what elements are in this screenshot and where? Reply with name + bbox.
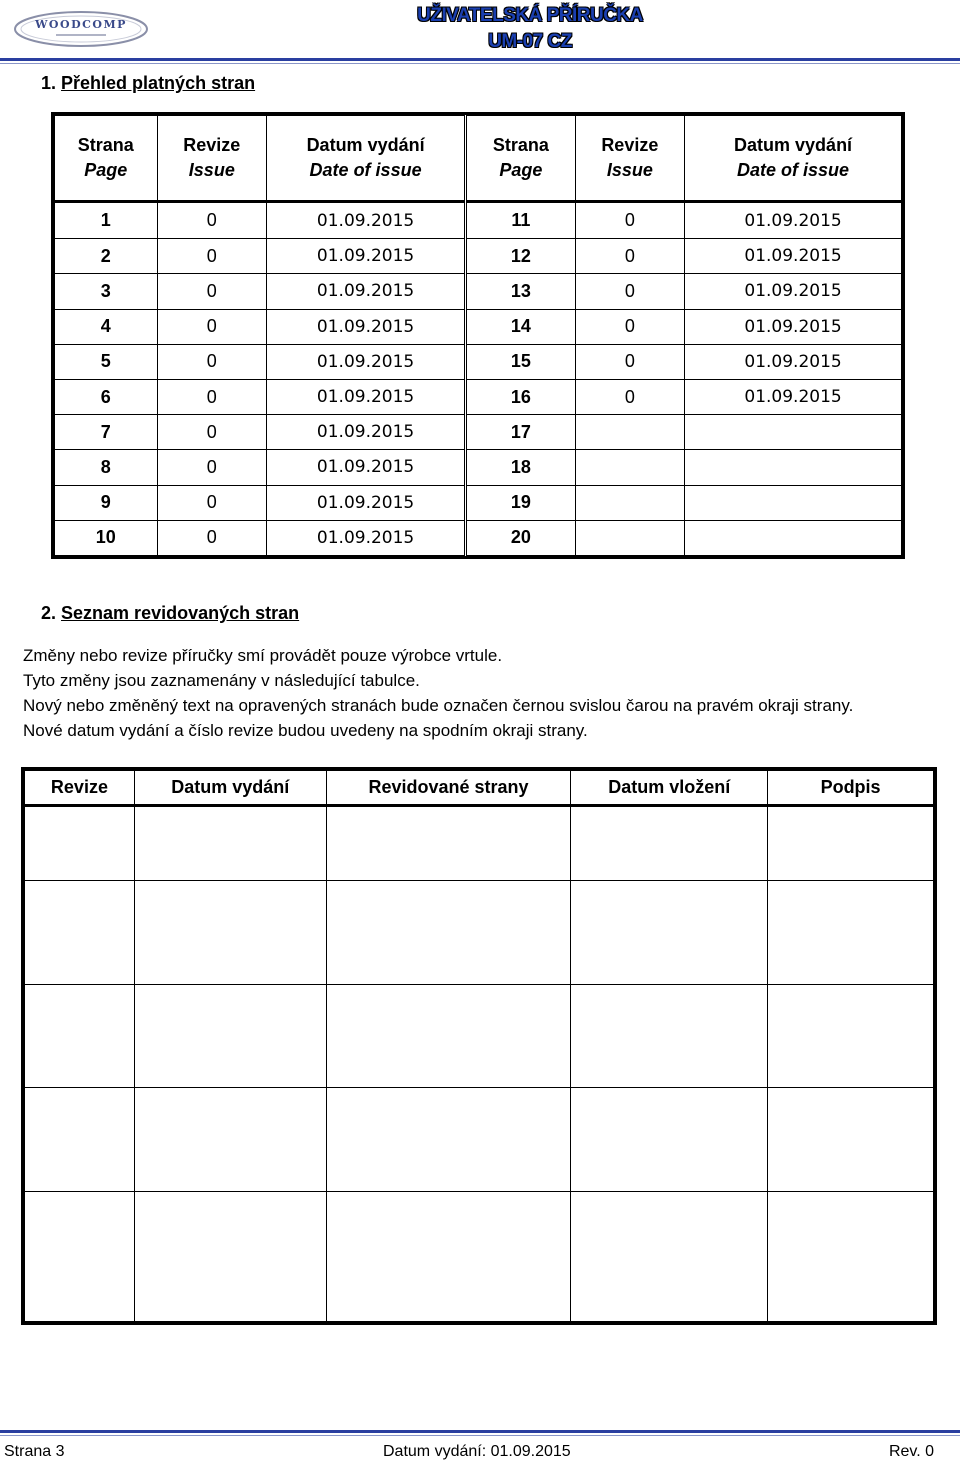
cell-p1: 10 — [55, 520, 158, 555]
col-podpis: Podpis — [768, 771, 934, 806]
col-datum-vlozeni: Datum vložení — [571, 771, 768, 806]
cell-r2: 0 — [575, 202, 685, 239]
table-row — [55, 415, 902, 450]
section2-number: 2. — [41, 603, 57, 623]
table-row — [55, 202, 902, 239]
cell-r2 — [575, 485, 685, 520]
cell-r1: 0 — [157, 344, 267, 379]
valid-pages-table — [51, 112, 905, 559]
table-row — [25, 1088, 934, 1192]
section2-title: Seznam revidovaných stran — [61, 603, 300, 623]
cell-p2: 18 — [466, 450, 576, 485]
cell-r1: 0 — [157, 520, 267, 555]
table-row — [55, 239, 902, 274]
table-row — [25, 1192, 934, 1322]
footer-rule — [0, 1430, 960, 1433]
section1-title: Přehled platných stran — [61, 73, 256, 93]
cell-d2 — [685, 415, 902, 450]
table-row — [25, 881, 934, 985]
section2-heading — [41, 603, 299, 624]
cell-p1: 1 — [55, 202, 158, 239]
col-datum-vydani: Datum vydání — [134, 771, 326, 806]
cell-d1: 01.09.2015 — [267, 520, 466, 555]
table-row — [55, 344, 902, 379]
table-header-row — [55, 116, 902, 202]
col-page-2: Strana Page — [466, 116, 576, 202]
cell-d1: 01.09.2015 — [267, 485, 466, 520]
cell-r1: 0 — [157, 415, 267, 450]
header-rule — [0, 58, 960, 61]
cell-p2: 13 — [466, 274, 576, 309]
revision-paragraph — [23, 643, 853, 743]
cell-d2: 01.09.2015 — [685, 202, 902, 239]
paragraph-line: Změny nebo revize příručky smí provádět pouze výrobce vrtule. — [23, 646, 503, 665]
col-revidovane-strany: Revidované strany — [326, 771, 571, 806]
table-row — [55, 274, 902, 309]
cell-r2: 0 — [575, 344, 685, 379]
cell-d1: 01.09.2015 — [267, 202, 466, 239]
cell-d1: 01.09.2015 — [267, 415, 466, 450]
cell-d2: 01.09.2015 — [685, 274, 902, 309]
cell-p1: 7 — [55, 415, 158, 450]
cell-p1: 4 — [55, 309, 158, 344]
cell-r2 — [575, 415, 685, 450]
footer-page: Strana 3 — [4, 1443, 65, 1460]
cell-d2: 01.09.2015 — [685, 309, 902, 344]
cell-p2: 16 — [466, 379, 576, 414]
cell-r2: 0 — [575, 274, 685, 309]
col-issue: Revize Issue — [157, 116, 267, 202]
cell-p2: 15 — [466, 344, 576, 379]
col-page: Strana Page — [55, 116, 158, 202]
table-row — [55, 520, 902, 555]
cell-p1: 6 — [55, 379, 158, 414]
header-rule-thin — [0, 63, 960, 64]
col-date: Datum vydání Date of issue — [267, 116, 466, 202]
cell-d2 — [685, 485, 902, 520]
paragraph-line: Nové datum vydání a číslo revize budou uvedeny na spodním okraji strany. — [23, 721, 588, 740]
cell-d2: 01.09.2015 — [685, 239, 902, 274]
manual-title: UŽIVATELSKÁ PŘÍRUČKA — [417, 5, 643, 26]
cell-p1: 9 — [55, 485, 158, 520]
cell-d1: 01.09.2015 — [267, 450, 466, 485]
section1-heading — [41, 73, 255, 94]
cell-p2: 17 — [466, 415, 576, 450]
cell-p2: 12 — [466, 239, 576, 274]
cell-r2 — [575, 450, 685, 485]
cell-r2: 0 — [575, 309, 685, 344]
table-row — [55, 450, 902, 485]
woodcomp-logo — [12, 8, 150, 50]
table-row — [25, 985, 934, 1088]
cell-r1: 0 — [157, 309, 267, 344]
cell-p2: 20 — [466, 520, 576, 555]
cell-r1: 0 — [157, 274, 267, 309]
section1-number: 1. — [41, 73, 57, 93]
cell-p2: 14 — [466, 309, 576, 344]
cell-d1: 01.09.2015 — [267, 309, 466, 344]
col-date-2: Datum vydání Date of issue — [685, 116, 902, 202]
footer-issue-date: Datum vydání: 01.09.2015 — [383, 1443, 571, 1460]
cell-p1: 5 — [55, 344, 158, 379]
revision-record-table — [21, 767, 937, 1325]
cell-p1: 3 — [55, 274, 158, 309]
table-row — [55, 485, 902, 520]
cell-r1: 0 — [157, 450, 267, 485]
cell-r1: 0 — [157, 239, 267, 274]
cell-d2 — [685, 520, 902, 555]
cell-d2 — [685, 450, 902, 485]
cell-p2: 11 — [466, 202, 576, 239]
cell-d1: 01.09.2015 — [267, 239, 466, 274]
cell-r1: 0 — [157, 379, 267, 414]
footer-revision: Rev. 0 — [888, 1443, 934, 1460]
footer-rule-thin — [0, 1435, 960, 1436]
cell-r2: 0 — [575, 379, 685, 414]
cell-r2: 0 — [575, 239, 685, 274]
table-row — [55, 309, 902, 344]
col-revize: Revize — [25, 771, 135, 806]
table-header-row — [25, 771, 934, 806]
cell-d1: 01.09.2015 — [267, 379, 466, 414]
cell-r1: 0 — [157, 202, 267, 239]
logo-text: WOODCOMP — [35, 18, 127, 31]
table-row — [25, 806, 934, 881]
table-row — [55, 379, 902, 414]
cell-r1: 0 — [157, 485, 267, 520]
cell-p2: 19 — [466, 485, 576, 520]
cell-p1: 8 — [55, 450, 158, 485]
cell-p1: 2 — [55, 239, 158, 274]
cell-d1: 01.09.2015 — [267, 274, 466, 309]
paragraph-line: Tyto změny jsou zaznamenány v následující tabulce. — [23, 671, 420, 690]
cell-d2: 01.09.2015 — [685, 379, 902, 414]
col-issue-2: Revize Issue — [575, 116, 685, 202]
manual-code: UM-07 CZ — [488, 31, 572, 52]
cell-d2: 01.09.2015 — [685, 344, 902, 379]
cell-r2 — [575, 520, 685, 555]
cell-d1: 01.09.2015 — [267, 344, 466, 379]
paragraph-line: Nový nebo změněný text na opravených stranách bude označen černou svislou čarou na pravém okraji strany. — [23, 696, 854, 715]
